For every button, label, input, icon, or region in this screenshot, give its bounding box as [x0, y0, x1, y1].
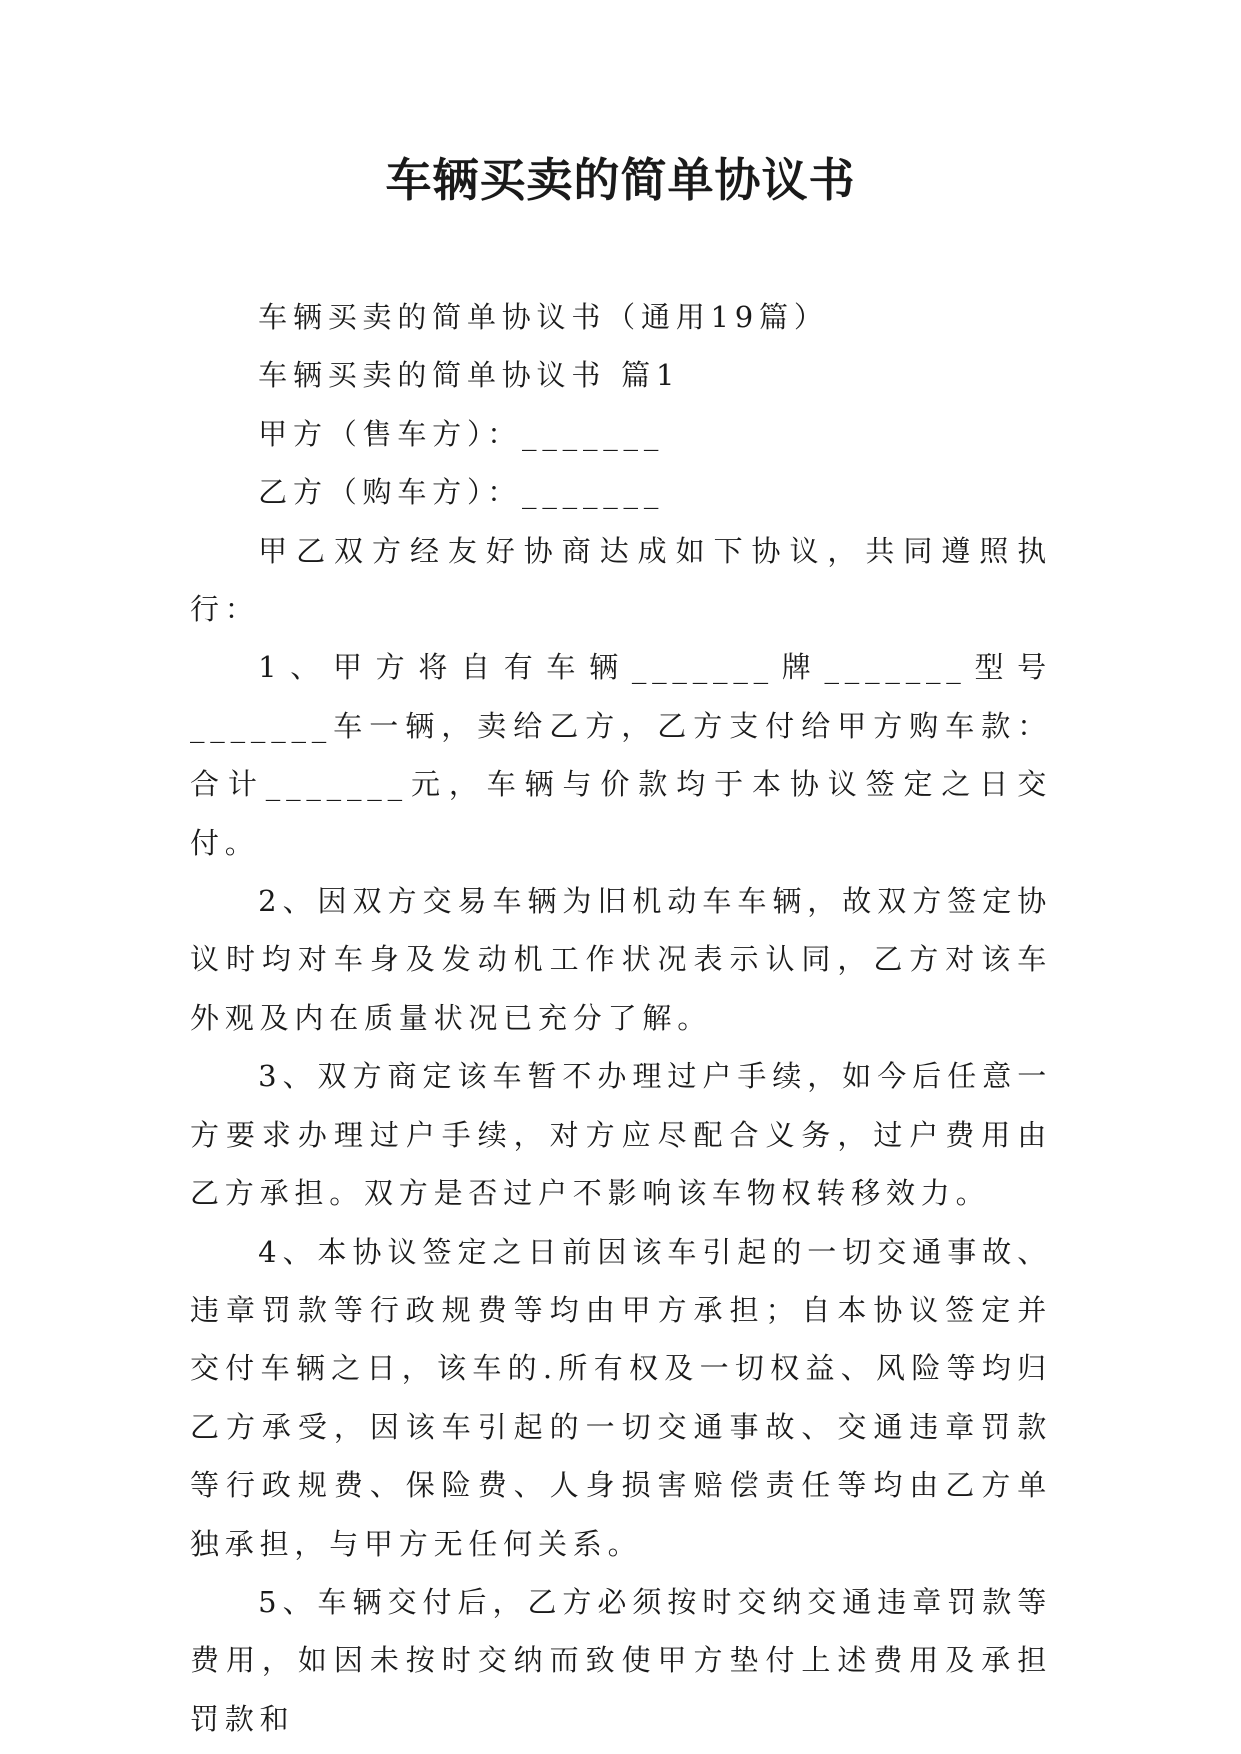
section-heading: 车辆买卖的简单协议书 篇1	[258, 358, 681, 393]
clause-2: 2、因双方交易车辆为旧机动车车辆，故双方签定协议时均对车身及发动机工作状况表示认同，乙方对该车外观及内在质量状况已充分了解。	[190, 884, 1052, 1035]
clause-3: 3、双方商定该车暂不办理过户手续，如今后任意一方要求办理过户手续，对方应尽配合义务，过户费用由乙方承担。双方是否过户不影响该车物权转移效力。	[190, 1059, 1052, 1211]
party-b-line: 乙方（购车方）：_______	[258, 475, 665, 510]
intro-paragraph: 甲乙双方经友好协商达成如下协议，共同遵照执行：	[190, 533, 1052, 627]
clause-1: 1、甲方将自有车辆_______牌_______型号_______车一辆，卖给乙方，乙方支付给甲方购车款：合计_______元，车辆与价款均于本协议签定之日交付。	[190, 650, 1052, 860]
party-a-line: 甲方（售车方）：_______	[258, 416, 665, 451]
document-title: 车辆买卖的简单协议书	[385, 153, 856, 207]
clause-4: 4、本协议签定之日前因该车引起的一切交通事故、违章罚款等行政规费等均由甲方承担；自本协议签定并交付车辆之日，该车的.所有权及一切权益、风险等均归乙方承受，因该车引起的一切交通事故、交通违章罚款等行政规费、保险费、人身损害赔偿责任等均由乙方单独承担，与甲方无任何关系。	[190, 1234, 1052, 1561]
document-body	[190, 288, 1052, 1748]
subtitle-paragraph: 车辆买卖的简单协议书（通用19篇）	[258, 300, 829, 334]
clause-5: 5、车辆交付后，乙方必须按时交纳交通违章罚款等费用，如因未按时交纳而致使甲方垫付上述费用及承担罚款和	[190, 1584, 1052, 1736]
